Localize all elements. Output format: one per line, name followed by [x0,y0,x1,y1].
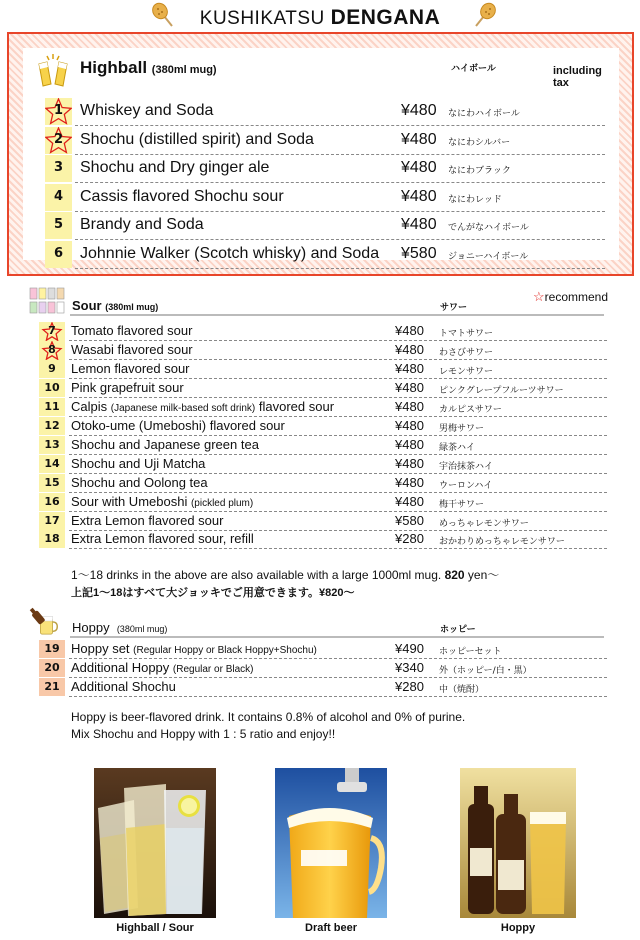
item-name [71,323,192,338]
item-name-main: Tomato flavored sour [71,323,193,338]
item-number-badge [39,530,65,548]
menu-item-row [45,155,605,183]
menu-item-row [39,530,607,549]
hoppy-header [22,606,612,638]
section-title: Hoppy (380ml mug) [72,620,168,635]
item-name [71,456,205,471]
item-price: ¥490 [395,641,424,656]
item-name: Shochu and Dry ginger ale [80,159,270,176]
item-name-jp: ピンクグレープフルーツサワー [439,385,564,396]
item-number: 8 [48,342,56,356]
hoppy-note-line-2: Mix Shochu and Hoppy with 1 : 5 ratio and enjoy!! [71,727,336,741]
item-name-note: (Regular Hoppy or Black Hoppy+Shochu) [133,645,317,656]
item-number: 13 [44,437,60,451]
kushikatsu-skewer-icon [468,2,498,28]
item-price: ¥340 [395,660,424,675]
item-name-jp: ウーロンハイ [439,480,493,491]
item-number: 10 [44,380,60,394]
hoppy-note-line-1: Hoppy is beer-flavored drink. It contains 0.8% of alcohol and 0% of purine. [71,710,466,724]
item-number: 21 [44,680,60,693]
item-name-jp: なにわブラック [448,166,511,176]
draft-beer-photo [275,768,387,918]
menu-item-row [39,398,607,417]
item-price: ¥480 [395,474,424,490]
item-name-main: Shochu and Uji Matcha [71,455,206,471]
dotted-divider [75,268,605,269]
item-number-badge [39,455,65,473]
item-number: 12 [44,418,60,432]
mug-note-jp: 上記1～18はすべて大ジョッキでご用意できます。¥820～ [71,587,355,599]
highball-sour-photo [94,768,216,918]
menu-item-row [39,417,607,436]
recommended-number-badge [39,341,65,360]
item-price: ¥280 [395,531,424,547]
item-name-jp: わさびサワー [439,347,494,358]
item-price: ¥480 [395,493,424,509]
item-name-jp: 中（焼酎） [439,685,485,695]
item-name: Whiskey and Soda [80,102,214,119]
item-name [71,641,317,656]
section-divider [70,636,604,638]
item-number: 5 [53,217,64,232]
item-number-badge [45,241,72,268]
item-name-jp: レモンサワー [439,366,494,377]
item-number-badge [39,398,65,416]
item-number: 1 [53,103,64,118]
item-number-badge [39,436,65,454]
item-price: ¥480 [395,455,424,471]
item-name-jp: なにわハイボール [448,109,520,119]
item-price: ¥280 [395,679,424,694]
section-title: Highball (380ml mug) [80,58,217,77]
item-name-main: Extra Lemon flavored sour [71,512,224,528]
item-name-jp: おかわりめっちゃレモンサワー [439,537,565,548]
item-number: 18 [44,532,60,546]
item-name-note: (Regular or Black) [172,664,254,675]
item-name-jp: カルピスサワー [439,404,502,415]
item-name [71,437,259,452]
item-name-jp: 外（ホッピー/白・黒） [439,666,532,676]
menu-item-row [39,474,607,493]
photo-caption: Draft beer [305,922,357,934]
menu-item-row [39,640,607,659]
tax-note: including tax [553,65,602,89]
item-name-jp: 緑茶ハイ [439,442,476,453]
recommended-number-badge [45,98,72,125]
sour-header [22,286,612,316]
item-name: Cassis flavored Shochu sour [80,187,284,205]
item-name [71,475,208,490]
item-name-main: Additional Shochu [71,679,176,694]
section-title: Sour (380ml mug) [72,298,159,313]
item-price: ¥480 [395,436,424,452]
toast-glasses-icon [33,52,73,88]
item-name-main: Additional Hoppy [71,660,173,675]
item-price: ¥480 [395,323,424,338]
item-number-badge [39,474,65,492]
item-name-main: Calpis [71,398,111,414]
item-name-jp: ジョニーハイボール [448,251,529,262]
item-name-main: Wasabi flavored sour [71,341,193,357]
item-name-jp: でんがなハイボール [448,223,529,233]
menu-item-row [39,322,607,341]
item-number: 17 [44,513,60,527]
item-number: 2 [53,131,64,147]
item-name-main: Pink grapefruit sour [71,379,184,395]
menu-item-row [45,212,605,240]
item-price: ¥480 [395,417,424,433]
item-number-badge [39,417,65,435]
recommended-number-badge [39,322,65,341]
item-name-main: Sour with Umeboshi [71,493,191,509]
item-name: Johnnie Walker (Scotch whisky) and Soda [80,244,380,262]
menu-item-row [39,341,607,360]
item-number: 6 [53,245,64,261]
item-number-badge [39,678,65,696]
recommend-legend: ☆recommend [533,289,609,304]
item-number: 15 [44,475,60,489]
item-price: ¥480 [401,130,437,148]
item-price: ¥480 [401,216,437,233]
item-name-main: Shochu and Japanese green tea [71,436,259,452]
highball-panel [23,48,619,260]
item-price: ¥480 [401,159,437,176]
item-price: ¥480 [395,398,424,414]
photo-caption: Highball / Sour [116,922,194,934]
menu-item-row [45,127,605,155]
item-number: 19 [44,642,60,655]
recommend-star-icon: ☆ [533,289,545,304]
item-name-main: Otoko-ume (Umeboshi) flavored sour [71,417,285,433]
menu-item-row [45,98,605,126]
item-number-badge [45,184,72,211]
item-number-badge [39,659,65,677]
item-number-badge [39,493,65,511]
item-number-badge [39,512,65,530]
menu-item-row [39,436,607,455]
dotted-divider [69,696,607,697]
menu-item-row [39,678,607,697]
item-name-jp: 梅干サワー [439,499,485,510]
item-number-badge [39,379,65,397]
section-title-jp: サワー [440,303,468,313]
menu-item-row [39,493,607,512]
item-name-main: Shochu and Oolong tea [71,474,208,490]
item-name-note: (Japanese milk-based soft drink) [110,402,256,414]
section-title-jp: ハイボール [451,64,496,74]
menu-item-row [39,512,607,531]
dotted-divider [69,548,607,549]
item-name-jp: トマトサワー [439,329,494,339]
item-price: ¥480 [395,379,424,395]
item-name [71,361,190,376]
item-name [71,380,184,395]
item-name [71,679,176,694]
menu-header [0,0,640,32]
item-name-jp: なにわシルバー [448,137,511,148]
item-name [71,342,193,357]
section-divider [70,314,604,316]
item-number: 11 [44,399,60,413]
item-number: 9 [48,361,56,375]
recommended-number-badge [45,127,72,154]
menu-item-row [45,184,605,212]
item-name-jp: ホッピーセット [439,647,502,657]
item-name-note: (pickled plum) [190,497,254,509]
item-name [71,494,253,509]
item-name: Shochu (distilled spirit) and Soda [80,130,314,148]
item-name [71,660,254,675]
item-name [71,399,334,414]
menu-item-row [39,659,607,678]
restaurant-name: KUSHIKATSU DENGANA [199,6,441,29]
section-title-jp: ホッピー [440,625,476,635]
item-name [71,513,223,528]
item-price: ¥580 [395,512,424,528]
menu-item-row [39,360,607,379]
item-price: ¥480 [395,341,424,357]
photo-caption: Hoppy [500,922,536,934]
item-name [71,531,254,546]
item-number-badge [39,640,65,658]
item-number: 20 [44,661,60,674]
hoppy-bottle-mug-icon [26,606,66,636]
item-price: ¥480 [401,187,437,205]
item-price: ¥480 [395,360,424,376]
item-name: Brandy and Soda [80,216,204,233]
menu-item-row [39,379,607,398]
item-name-jp: なにわレッド [448,194,502,205]
hoppy-photo [460,768,576,918]
item-price: ¥480 [401,102,437,119]
item-number-badge [45,155,72,182]
item-name-jp: 宇治抹茶ハイ [439,461,494,472]
mug-note: 1～18 drinks in the above are also available with a large 1000ml mug. 820 yen～ [71,568,500,582]
item-number: 16 [44,494,60,508]
item-number: 4 [53,188,64,204]
item-name-main: Hoppy set [71,641,134,656]
item-number-badge [45,212,72,239]
item-name [71,418,285,433]
item-number-badge [39,360,65,378]
item-name-main: Extra Lemon flavored sour, refill [71,531,254,547]
item-number: 7 [48,324,56,337]
item-number: 14 [44,456,60,470]
menu-item-row [45,241,605,269]
sour-glasses-icon [26,286,66,316]
item-name-suffix: flavored sour [255,398,335,414]
item-name-main: Lemon flavored sour [71,360,190,376]
item-name-jp: 男梅サワー [439,423,485,434]
item-name-jp: めっちゃレモンサワー [439,518,529,529]
highball-section [7,32,634,276]
menu-item-row [39,455,607,474]
highball-header [23,48,619,92]
item-number: 3 [53,160,64,175]
item-price: ¥580 [401,244,437,262]
